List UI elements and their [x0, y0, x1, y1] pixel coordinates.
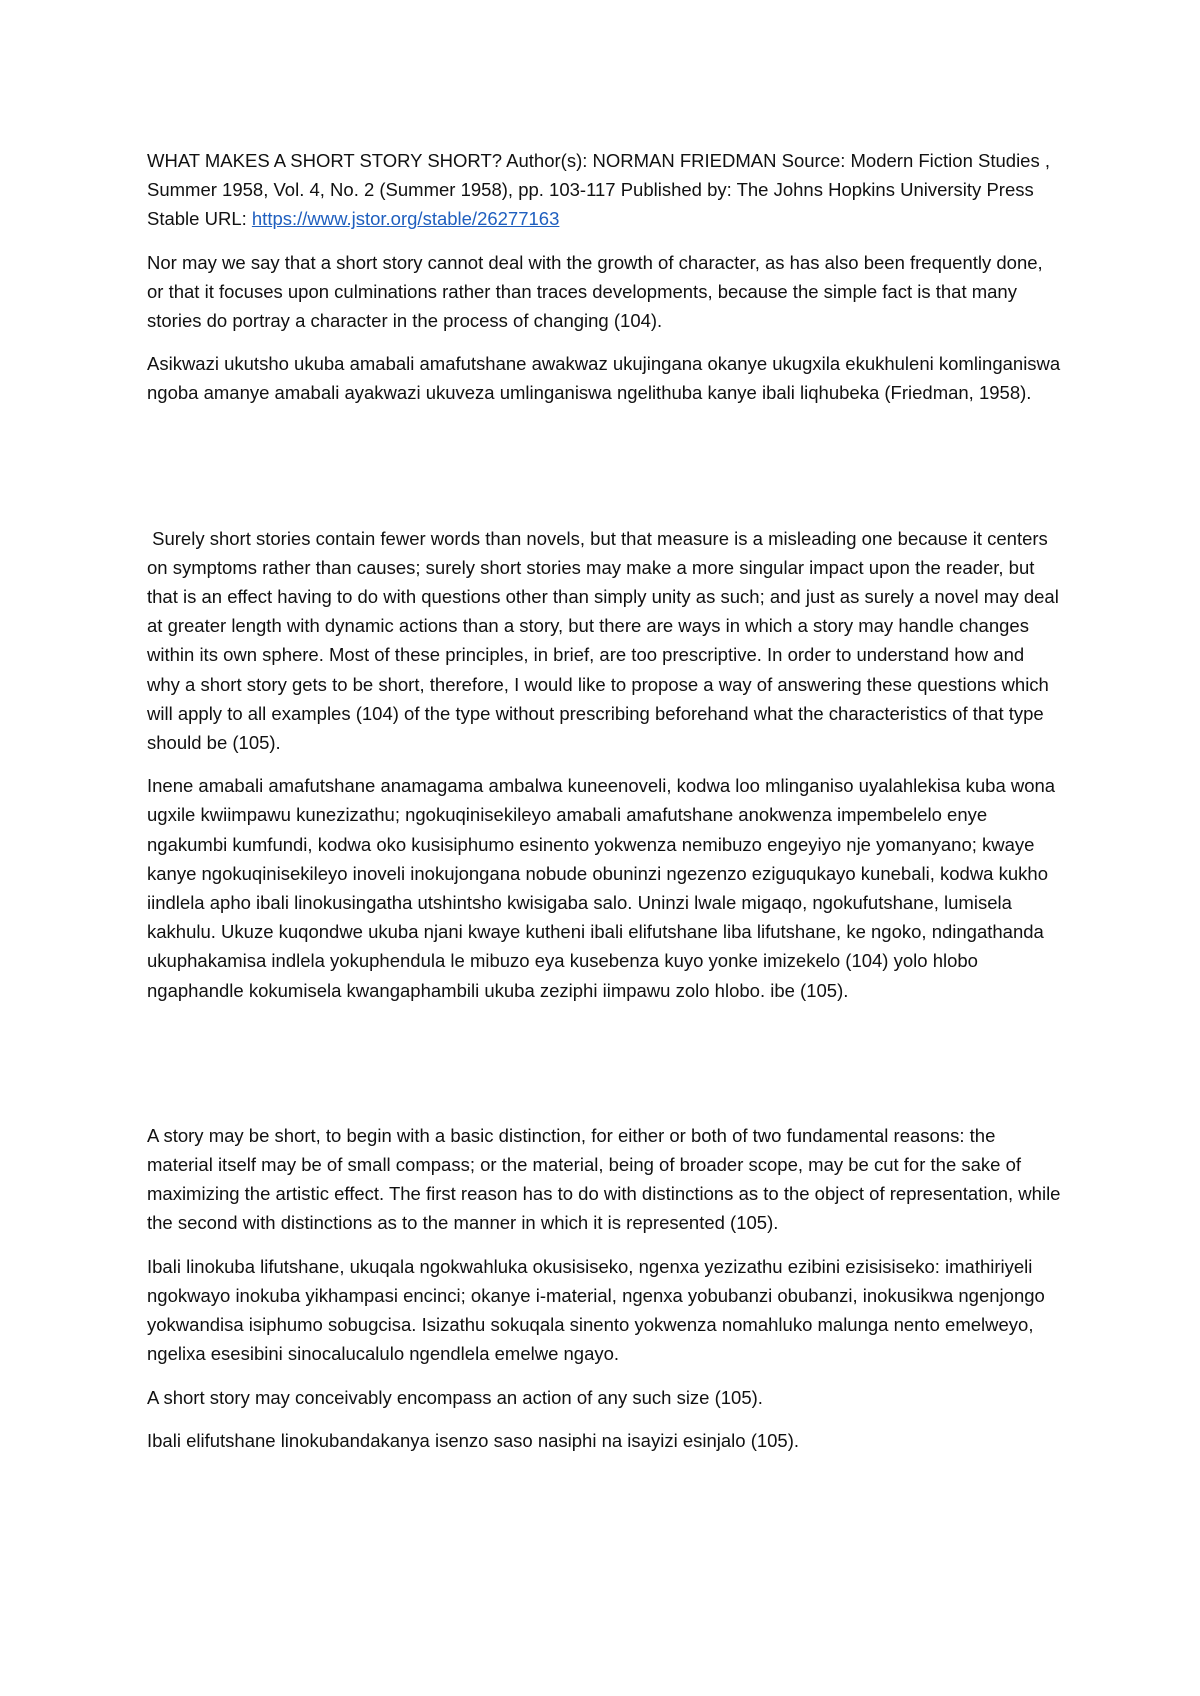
- paragraph-xhosa-4: Ibali elifutshane linokubandakanya isenzo saso nasiphi na isayizi esinjalo (105).: [147, 1429, 800, 1451]
- document-body: [147, 146, 1062, 1469]
- paragraph-english-1: Nor may we say that a short story cannot deal with the growth of character, as has also been frequently done, or that it focuses upon culminations rather than traces developments, because the simple fact is that many stories do portray a character in the process of changing (104).: [147, 251, 1043, 332]
- paragraph-english-2: Surely short stories contain fewer words than novels, but that measure is a misleading one because it centers on symptoms rather than causes; surely short stories may make a more singular impact upon the reader, but that is an effect having to do with questions other than simply unity as such; and just as surely a novel may deal at greater length with dynamic actions than a story, but there are ways in which a story may handle changes within its own sphere. Most of these principles, in brief, are too prescriptive. In order to understand how and why a short story gets to be short, therefore, I would like to propose a way of answering these questions which will apply to all examples (104) of the type without prescribing beforehand what the characteristics of that type should be (105).: [147, 527, 1064, 754]
- paragraph-english-3: A story may be short, to begin with a basic distinction, for either or both of two fundamental reasons: the material itself may be of small compass; or the material, being of broader scope, may be cut for the sake of maximizing the artistic effect. The first reason has to do with distinctions as to the object of representation, while the second with distinctions as to the manner in which it is represented (105).: [147, 1124, 1061, 1234]
- paragraph-xhosa-1: Asikwazi ukutsho ukuba amabali amafutshane awakwaz ukujingana okanye ukugxila ekukhuleni komlinganiswa ngoba amanye amabali ayakwazi ukuveza umlinganiswa ngelithuba kanye ibali liqhubeka (Friedman, 1958).: [147, 353, 1061, 404]
- citation-paragraph: [147, 146, 1062, 234]
- citation-text: WHAT MAKES A SHORT STORY SHORT? Author(s): NORMAN FRIEDMAN Source: Modern Fiction Studies , Summer 1958, Vol. 4, No. 2 (Summer 1958), pp. 103-117 Published by: The Johns Hopkins University Press Stable URL:: [147, 150, 1050, 230]
- paragraph-english-4: A short story may conceivably encompass an action of any such size (105).: [147, 1386, 763, 1408]
- paragraph-xhosa-3: Ibali linokuba lifutshane, ukuqala ngokwahluka okusisiseko, ngenxa yezizathu ezibini ezisisiseko: imathiriyeli ngokwayo inokuba yikhampasi encinci; okanye i-material, ngenxa yobubanzi obubanzi, inokusikwa ngenjongo yokwandisa isiphumo sobugcisa. Isizathu sokuqala sinento yokwenza nomahluko malunga nento emelweyo, ngelixa esesibini sinocalucalulo ngendlela emelwe ngayo.: [147, 1255, 1045, 1365]
- stable-url-link[interactable]: https://www.jstor.org/stable/26277163: [251, 208, 560, 230]
- paragraph-xhosa-2: Inene amabali amafutshane anamagama ambalwa kuneenoveli, kodwa loo mlinganiso uyalahlekisa kuba wona ugxile kwiimpawu kunezizathu; ngokuqinisekileyo amabali amafutshane anokwenza impembelelo enye ngakumbi kumfundi, kodwa oko kusisiphumo esinento yokwenza nemibuzo engeyiyo nje yomanyano; kwaye kanye ngokuqinisekileyo inoveli inokujongana nobude obuninzi ngezenzo eziguqukayo kunebali, kodwa kukho iindlela apho ibali linokusingatha utshintsho kwisigaba salo. Uninzi lwale migaqo, ngokufutshane, lumisela kakhulu. Ukuze kuqondwe ukuba njani kwaye kutheni ibali elifutshane liba lifutshane, ke ngoko, ndingathanda ukuphakamisa indlela yokuphendula le mibuzo eya kusebenza kuyo yonke imizekelo (104) yolo hlobo ngaphandle kokumisela kwangaphambili ukuba zeziphi iimpawu zolo hlobo. ibe (105).: [147, 775, 1056, 1001]
